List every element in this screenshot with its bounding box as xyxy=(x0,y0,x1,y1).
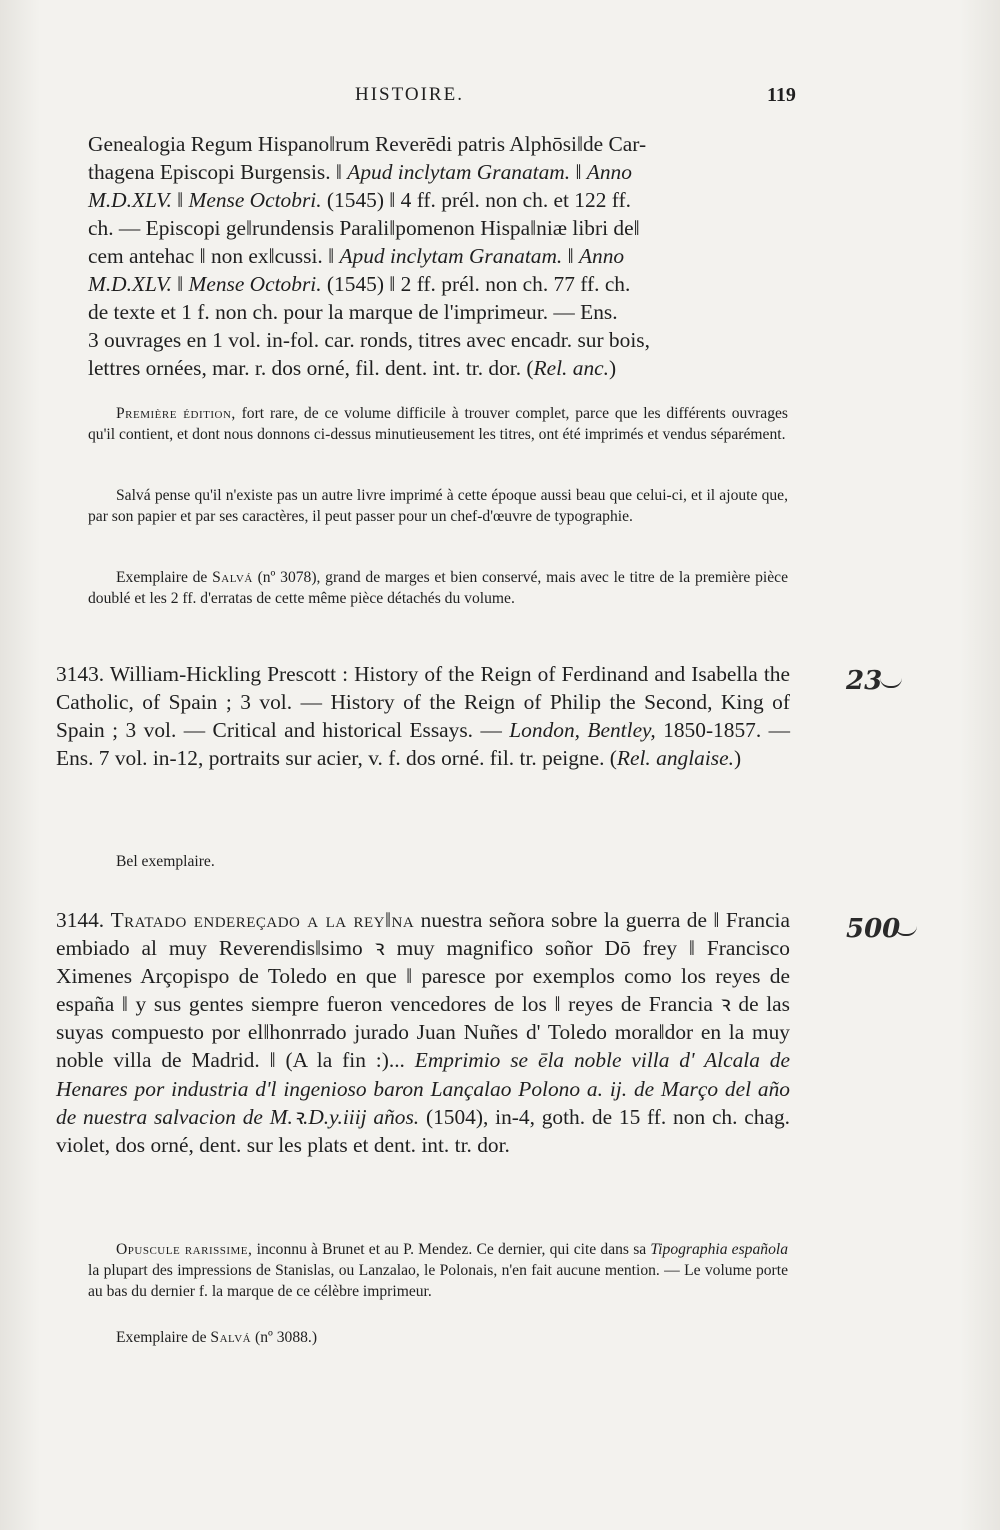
entry-text: 3143. William-Hickling Prescott : History of the Reign of Ferdinand and Isabella the Catholic, of Spain ; 3 vol. — History of the Reign of Philip the Second, King of Spain ; 3 vol. — Critical and historical Essays. — London, Bentley, 1850-1857. — Ens. 7 vol. in-12, portraits sur acier, v. f. dos orné. fil. tr. peigne. (Rel. anglaise.) xyxy=(56,662,791,771)
note-paragraph: Exemplaire de Salvá (nº 3078), grand de marges et bien conservé, mais avec le titre de la première pièce doublé et les 2 ff. d'erratas de cette même pièce détachés du volume. xyxy=(88,569,788,607)
note-paragraph: Première édition, fort rare, de ce volume difficile à trouver complet, parce que les différents ouvrages qu'il contient, et dont nous donnons ci-dessus minutieusement les titres, ont été imprimés et vendus séparément. xyxy=(88,405,788,443)
text-line: de texte et 1 f. non ch. pour la marque de l'imprimeur. — Ens. xyxy=(88,300,618,324)
text-line: cem antehac ‖ non ex‖cussi. ‖ Apud inclytam Granatam. ‖ Anno xyxy=(88,244,625,268)
entry-text: 3144. Tratado endereçado a la rey‖na nuestra señora sobre la guerra de ‖ Francia embiado al muy Reverendis‖simo ꝛ muy magnifico soñor Dō frey ‖ Francisco Ximenes Arçopispo de Toledo en que ‖ paresce por exemplos como los reyes de españa ‖ y sus gentes siempre fueron vencedores de los ‖ reyes de Francia ꝛ de las suyas compuesto por el‖honrrado jurado Juan Nuñes d' Toledo mora‖dor en la muy noble villa de Madrid. ‖ (A la fin :)... Emprimio se ēla noble villa d' Alcala de Henares por industria d'l ingenioso baron Lançalao Polono a. ij. de Março del año de nuestra salvacion de M.ꝛ.D.y.iiij años. (1504), in-4, goth. de 15 ff. non ch. chag. violet, dos orné, dent. sur les plats et dent. int. tr. dor. xyxy=(56,908,790,1157)
text-line: lettres ornées, mar. r. dos orné, fil. dent. int. tr. dor. (Rel. anc.) xyxy=(88,356,617,380)
entry-number: 3144. xyxy=(56,908,105,932)
text-line: Genealogia Regum Hispano‖rum Reverēdi patris Alphōsi‖de Car- xyxy=(88,132,647,156)
entry-number: 3143. xyxy=(56,662,105,686)
text-line: ch. — Episcopi ge‖rundensis Parali‖pomenon Hispa‖niæ libri de‖ xyxy=(88,216,640,240)
handwritten-price: 500 xyxy=(846,914,901,944)
text-line: M.D.XLV. ‖ Mense Octobri. (1545) ‖ 4 ff. prél. non ch. et 122 ff. xyxy=(88,188,631,212)
page-header xyxy=(0,84,1000,114)
note-paragraph: Opuscule rarissime, inconnu à Brunet et au P. Mendez. Ce dernier, qui cite dans sa Tipographia española la plupart des impressions de Stanislas, ou Lanzalao, le Polonais, n'en fait aucune mention. — Le volume porte au bas du dernier f. la marque de ce célèbre imprimeur. xyxy=(88,1241,788,1300)
page-number: 119 xyxy=(767,84,796,106)
text-line: M.D.XLV. ‖ Mense Octobri. (1545) ‖ 2 ff. prél. non ch. 77 ff. ch. xyxy=(88,272,631,296)
text-line: 3 ouvrages en 1 vol. in-fol. car. ronds, titres avec encadr. sur bois, xyxy=(88,328,650,352)
running-head: HISTOIRE. xyxy=(355,84,464,105)
note-paragraph: Salvá pense qu'il n'existe pas un autre livre imprimé à cette époque aussi beau que celui-ci, et il ajoute que, par son papier et par ses caractères, il peut passer pour un chef-d'œuvre de typographie. xyxy=(88,487,788,525)
text-line: thagena Episcopi Burgensis. ‖ Apud inclytam Granatam. ‖ Anno xyxy=(88,160,632,184)
note-paragraph: Exemplaire de Salvá (nº 3088.) xyxy=(116,1329,318,1346)
note-paragraph: Bel exemplaire. xyxy=(116,853,215,870)
handwritten-price: 23 xyxy=(846,666,883,696)
